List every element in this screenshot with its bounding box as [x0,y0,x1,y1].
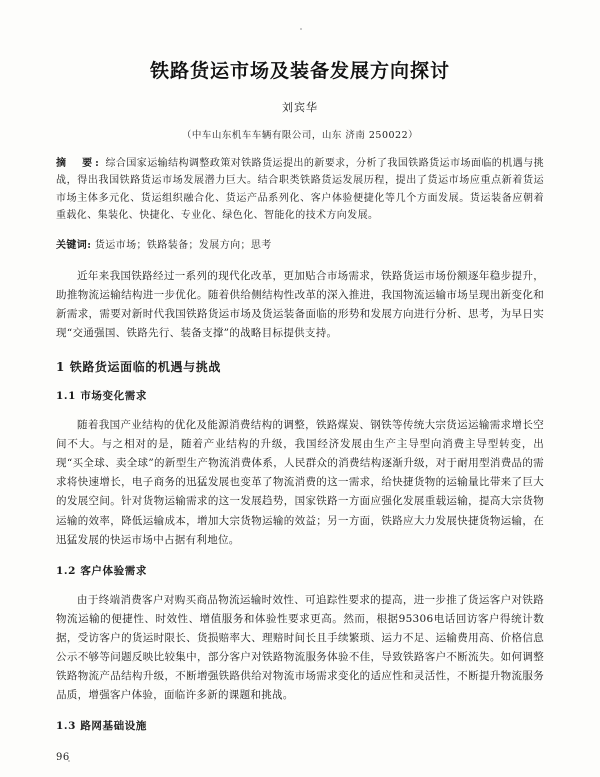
subsection-heading-1-1: 1.1 市场变化需求 [56,390,147,403]
section-heading-1: 1 铁路货运面临的机遇与挑战 [56,360,221,375]
keywords-label: 关键词: [56,239,92,251]
page-number: 96 [56,752,70,763]
scan-speck [300,28,302,30]
keywords-text: 货运市场；铁路装备；发展方向；思考 [94,239,272,251]
author-affiliation: （中车山东机车车辆有限公司，山东 济南 250022） [181,129,419,141]
abstract-label: 摘 要: [56,157,102,169]
keywords-block [56,237,544,254]
introduction-paragraph: 近年来我国铁路经过一系列的现代化改革，更加贴合市场需求，铁路货运市场份额逐年稳步提升，助推物流运输结构进一步优化。随着供给侧结构性改革的深入推进，我国物流运输市场呈现出新变化和新需求，需要对新时代我国铁路货运市场及货运装备面临的形势和发展方向进行分析、思考，为早日实现“交通强国、铁路先行、装备支撑”的战略目标提供支持。 [56,269,544,339]
subsection-heading-1-2: 1.2 客户体验需求 [56,564,147,577]
page-title: 铁路货运市场及装备发展方向探讨 [149,60,450,82]
paragraph-1-2: 由于终端消费客户对购买商品物流运输时效性、可追踪性要求的提高，进一步推了货运客户对铁路物流运输的便捷性、时效性、增值服务和体验性要求更高。然而，根据95306电话回访客户得统计数据，受访客户的货运时限长、货损赔率大、理赔时间长且手续繁琐、运力不足、运输费用高、价格信息公示不够等问题反映比较集中，部分客户对铁路物流服务体验不佳，导致铁路客户不断流失。如何调整铁路物流产品结构升级，不断增强铁路供给对物流市场需求变化的适应性和灵活性，不断提升物流服务品质，增强客户体验，面临许多新的课题和挑战。 [56,593,544,702]
subsection-heading-1-3: 1.3 路网基础设施 [56,720,147,733]
author-name: 刘宾华 [282,100,318,114]
abstract-text: 综合国家运输结构调整政策对铁路货运提出的新要求，分析了我国铁路货运市场面临的机遇与挑战，得出我国铁路货运市场发展潜力巨大。结合职类铁路货运发展历程，提出了货运市场应重点新着货运市场主体多元化、货运组织融合化、货运产品系列化、客户体验便捷化等几个方面发展。货运装备应朝着重载化、集装化、快捷化、专业化、绿色化、智能化的技术方向发展。 [56,157,544,222]
abstract-block [56,155,544,225]
paragraph-1-1: 随着我国产业结构的优化及能源消费结构的调整，铁路煤炭、钢铁等传统大宗货运运输需求增长空间不大。与之相对的是，随着产业结构的升级，我国经济发展由生产主导型向消费主导型转变，出现“买全球、卖全球”的新型生产物流消费体系，人民群众的消费结构逐渐升级，对于耐用型消费品的需求将快速增长，电子商务的迅猛发展也变革了物流消费的这一需求，给快捷货物的运输量比带来了巨大的发展空间。针对货物运输需求的这一发展趋势，国家铁路一方面应强化发展重载运输，提高大宗货物运输的效率，降低运输成本，增加大宗货物运输的效益；另一方面，铁路应大力发展快捷货物运输，在迅猛发展的快运市场中占据有利地位。 [56,419,544,546]
